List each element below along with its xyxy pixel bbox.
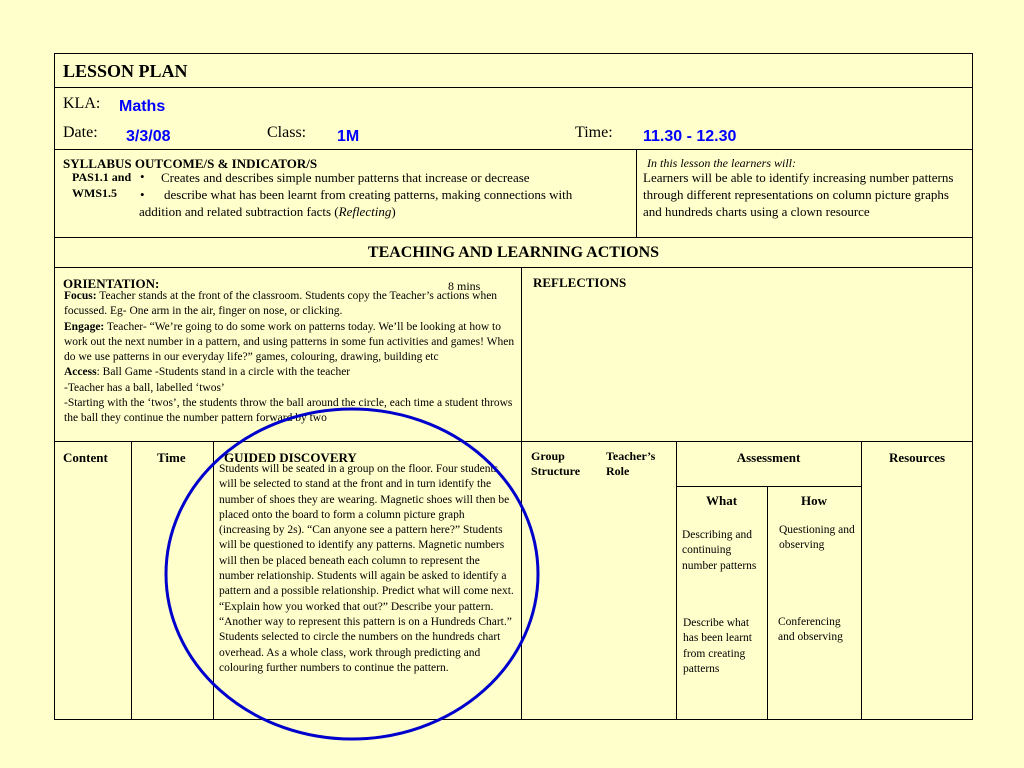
focus-paragraph: Focus: Teacher stands at the front of the classroom. Students copy the Teacher’s actions when focussed. Eg- One arm in the air, finger on nose, or clicking. — [64, 290, 498, 318]
document-title: LESSON PLAN — [63, 61, 188, 81]
syllabus-point-1: Creates and describes simple number patterns that increase or decrease — [161, 170, 530, 185]
syllabus-heading: SYLLABUS OUTCOME/S & INDICATOR/S — [63, 156, 318, 171]
annotation-circle — [166, 409, 538, 739]
assessment-header: Assessment — [736, 450, 801, 465]
assessment-what-2: Describe what has been learnt from creating patterns — [683, 617, 752, 675]
bullet-icon: • — [140, 187, 145, 202]
class-value: 1M — [337, 128, 360, 145]
date-value: 3/3/08 — [126, 128, 171, 145]
time-column-header: Time — [157, 450, 186, 465]
what-header: What — [705, 493, 738, 508]
kla-value: Maths — [119, 98, 166, 115]
access-paragraph: Access: Ball Game -Students stand in a circle with the teacher — [64, 366, 351, 379]
syllabus-code-2: WMS1.5 — [72, 186, 117, 200]
orientation-heading: ORIENTATION: — [63, 276, 160, 291]
reflections-heading: REFLECTIONS — [533, 275, 627, 290]
learners-heading: In this lesson the learners will: — [647, 156, 796, 170]
orientation-duration: 8 mins — [448, 279, 481, 293]
resources-header: Resources — [888, 450, 946, 465]
syllabus-point-2: describe what has been learnt from creating patterns, making connections with — [164, 187, 573, 202]
date-label: Date: — [63, 124, 98, 141]
assessment-what-1: Describing and continuing number patterns — [682, 529, 757, 572]
teachers-role-header: Teacher’s Role — [606, 449, 656, 478]
teaching-actions-title: TEACHING AND LEARNING ACTIONS — [367, 244, 660, 261]
assessment-how-2: Conferencing and observing — [778, 616, 843, 644]
access-line-2: -Teacher has a ball, labelled ‘twos’ — [64, 381, 225, 394]
assessment-how-1: Questioning and observing — [779, 524, 855, 552]
class-label: Class: — [267, 124, 307, 141]
how-header: How — [801, 493, 827, 508]
guided-discovery-text: Students will be seated in a group on the floor. Four students will be selected to stand at the front and in turn identify the number of shoes they are wearing. Magnetic shoes will then be placed onto the board to form a column picture graph (increasing by 2s). “Can anyone see a pattern here?” Students will be questioned to identify any patterns. Magnetic numbers will then be placed beneath each column to represent the number relationship. Students will again be asked to identify a pattern and a possible relationship. Predict what will come next. “Explain how you worked that out?” Describe your pattern. “Another way to represent this pattern is on a Hundreds Chart.” Students selected to circle the numbers on the hundreds chart overhead. As a whole class, work through predicting and colouring further numbers to continue the pattern. — [219, 463, 514, 674]
syllabus-point-2-continued: addition and related subtraction facts (Reflecting) — [139, 204, 396, 219]
group-structure-header: Group Structure — [531, 449, 581, 478]
time-label: Time: — [575, 124, 613, 141]
kla-label: KLA: — [63, 95, 101, 112]
content-column-header: Content — [63, 450, 108, 465]
engage-paragraph: Engage: Teacher- “We’re going to do some work on patterns today. We’ll be looking at how to work out the next number in a pattern, and using patterns in some fun activities and games! When do we use patterns in our everyday life?” games, colouring, drawing, building etc — [64, 320, 515, 364]
access-line-3: -Starting with the ‘twos’, the students throw the ball around the circle, each time a student throws the ball they continue the number pattern forward by two — [64, 397, 513, 425]
guided-discovery-heading: GUIDED DISCOVERY — [224, 450, 357, 465]
learners-text: Learners will be able to identify increasing number patterns through different representations on column picture graphs and hundreds charts using a clown resource — [643, 170, 954, 219]
time-value: 11.30 - 12.30 — [643, 128, 737, 145]
syllabus-code-1: PAS1.1 and — [72, 170, 132, 184]
bullet-icon: • — [140, 169, 145, 184]
